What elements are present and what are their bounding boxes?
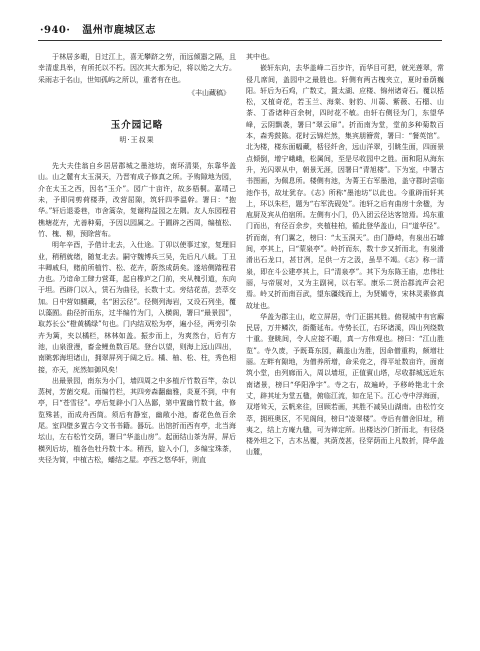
- essay-paragraph: 出最景园，南东为小门，墙四周之中多植斤竹数百竿，杂以蒸树，芳菌交观。而编竹栏，其四旁森翻幽雅，炎夏不到，中有亭，曰“苍雪径”。亭后复辟小门入丛鄙，第中置幽竹数十盆，修览殊甚，而成舟西筒。须后有静室，幽敞小池，畜花色鱼百余尾。室四壁多置古今文书书籍。器玩。出馆折而西有亭，北当海坛山，左右松竹交荫，署曰“华盖山房”。起面结山茶为屏，屏后横列后坊，植各色牡丹数十本。稍西，旋入小门，多编宝珠茶，夹径为简，中植古松，蟠结之屋。亭西之悠华轩，则直: [38, 376, 236, 464]
- right-column: [246, 52, 444, 459]
- essay-paragraph-continued: 其中也。: [246, 53, 274, 61]
- running-header: [40, 21, 442, 39]
- left-column: [38, 52, 236, 466]
- header-rule: [38, 40, 442, 41]
- essay-author: 明·王叔果: [119, 136, 155, 145]
- intro-source: 《丰山藏稿》: [188, 88, 230, 97]
- essay-paragraph: 明年辛酉，予借计北去，入仕途。丁卯以使事过家，复理旧业，稍稍就绪，随复北去。嗣守魏博兵三吴，先后凡八载。丁丑丰卿戚归，赌前所植竹、松、花卉，蔚然成荫矣。遂培侧踏程君力也。乃谙命工肆力营葺，起自橡庐之门前，夹从槐引道，东向于坦。西辟门以入，赁石为曲径，长数十丈。旁结花苗，芸萃交加。日中营如醐藏，名“困云径”。径侧列海岩，又设石列坐，覆以藻囿。曲径折而东，过半编竹为门，入横阁，署曰“最景园”，取苏长公“橙黄橘绿”句也。门内结双松为亭，遍小径，两旁引杂卉为篱，夹以橘栏，林林如盖。振步而上，为爽然台，后有方池，山泉澄漫，畜金鲤鱼数百尾。登台以望，则海上远山四出，南眺郭海坦诸山，拥翠屏列于阔之后。橘、柚、松、柱，秀色相接，亦天，庑然如御风矣！: [38, 241, 236, 374]
- essay-paragraph: 嵌轩东向，去华盖峰二百步许，而华目可把，就光莲翠，常侵几席间，盖园中之最胜也。轩侧有两古槐夹立，夏时垂荫巍阳。轩后为石鸡，广数丈，置太湖、应楼、锦州诸奇石。覆以栝松，又植奇花，若玉兰、海棠、射豹、川蒻、紫薇、石榴、山茶、丁香诸种百余树，四时花不敏。由轩右侧径为门，东望华峰，云阴飘袭，署曰“翠云扉”。折而南为堂，堂前多种菊数百本，森秀鼓陈。花时云锦烂然，集宾朋簪赏，署曰：“餐英馆”。北为楼，楼东面幅藏，栝径纤舍，远山洋翠，引眺生面，四面景点倾倒，增宁峨峨，松属间，至是尽收园中之胜。面和阳从海东升，光闪翠从中，朝景无涯，因署曰“青旭楼”。下为室，中署古书图画，为佩息所。楼侧有池，为菁王右军墨池，盖守郡时尝临池作书，故址犹存。《志》所称“墨池坊”以此也。今重辟而轩其上，环以朱栏，题为“右军洗砚处”。池轩之后有曲房十余楹，为庖厨及宾从伯宿所。左侧有小门，仍入团云径达客馆焉。坞东重门而出，有径百余步，夹植桂柏，循此登华盖山，曰“道华径”。折而南，有门翼之，榜曰：“太玉洞天”。由门静峙，有泉出石罅间，亭其上，曰“蒙泉亭”。岭折而东，数十步又折而北，有泉滑滑出石龙口，甚甘冽，足供一方之汲，虽旱不竭。《志》称一清泉，即在斗公建亭其上，曰“清泉亭”。其下为东陈王庙，忠伟壮丽，与帝展对，又为主副祠，以右军。康乐二贤治郡流声会祀焉。岭又折而南百武，望东疆线而上，为贤孀寺，宋林灵素修真故址也。: [246, 64, 444, 310]
- intro-paragraph: 于林居多暇，日过江上，喜无攀跻之劳，而远倾嚣之隔，且幸清虚具举，有所托以不朽。因次其大都为记，将以贻之大方。采雨志于名山，世知孤屿之所以，重者有在也。: [38, 53, 236, 84]
- essay-title: 玉介园记略: [110, 120, 164, 132]
- book-title: 温州市鹿城区志: [82, 25, 156, 36]
- essay-paragraph: 先大夫佳翁自乡居居郡城之墨池坊，南环清渠，东靠华盖山。山之麓有太玉洞天，乃晋宥成子修真之所。予购隙地为园，介在太玉之西，因名“玉介”。园广十亩许，故多梧桐。嘉靖己未，予即同剪荷楼莽，改营屈隙，筑轩四季温幹。署曰：“抱华。”轩后退委巷，市舍篙杂，复谢构益园之左隅。友人东园程君樵塘花卉，尤善种菊，予因以园属之。于圃辟之西周，编植松、竹、槐、柳，预除营布。: [38, 162, 236, 238]
- page-number: ·940·: [40, 25, 71, 36]
- essay-paragraph: 华盖为郡主山，屹立屏居，寺门正据其胜。俯视城中有官廨民居，万井鳞次，街衢延布。寺势长江，右环诸溪，四山列绕数十重。登眺间，令人应接不暇，真一方伟观也。榜曰：“江山胜览”。寺久废，予既葺东园，藕盖山为胜，因命僧重构，颇增壮丽。左畔有隙地，为僧养所增，命采竞之，得平址数亩许，面南筑小堂，由列廊而入，周以墙垣，正值賓山塔，尽收群城远近东南诸景，榜曰“华阳净宇”。寺之右，故遍岭，予移岭艳北十余丈，辟其址为堂五楹，俯临江流，如在足下。江心寺中浮海面，双塔耸天，云帆来往，回顾若画，其胜不减吴山湖南。由松竹交萃，拥班奥区，不见阁间，榜曰“凌翠楼”。寺后有僧舍旧址，稍夷之，结上方庵九楹，可为禅定所。出楼达沙门折而北，有径绕楼外坦之下，古木丛覆，其荫茂甚，径穿荫而上凡数折，降华盖山麓，: [246, 312, 444, 457]
